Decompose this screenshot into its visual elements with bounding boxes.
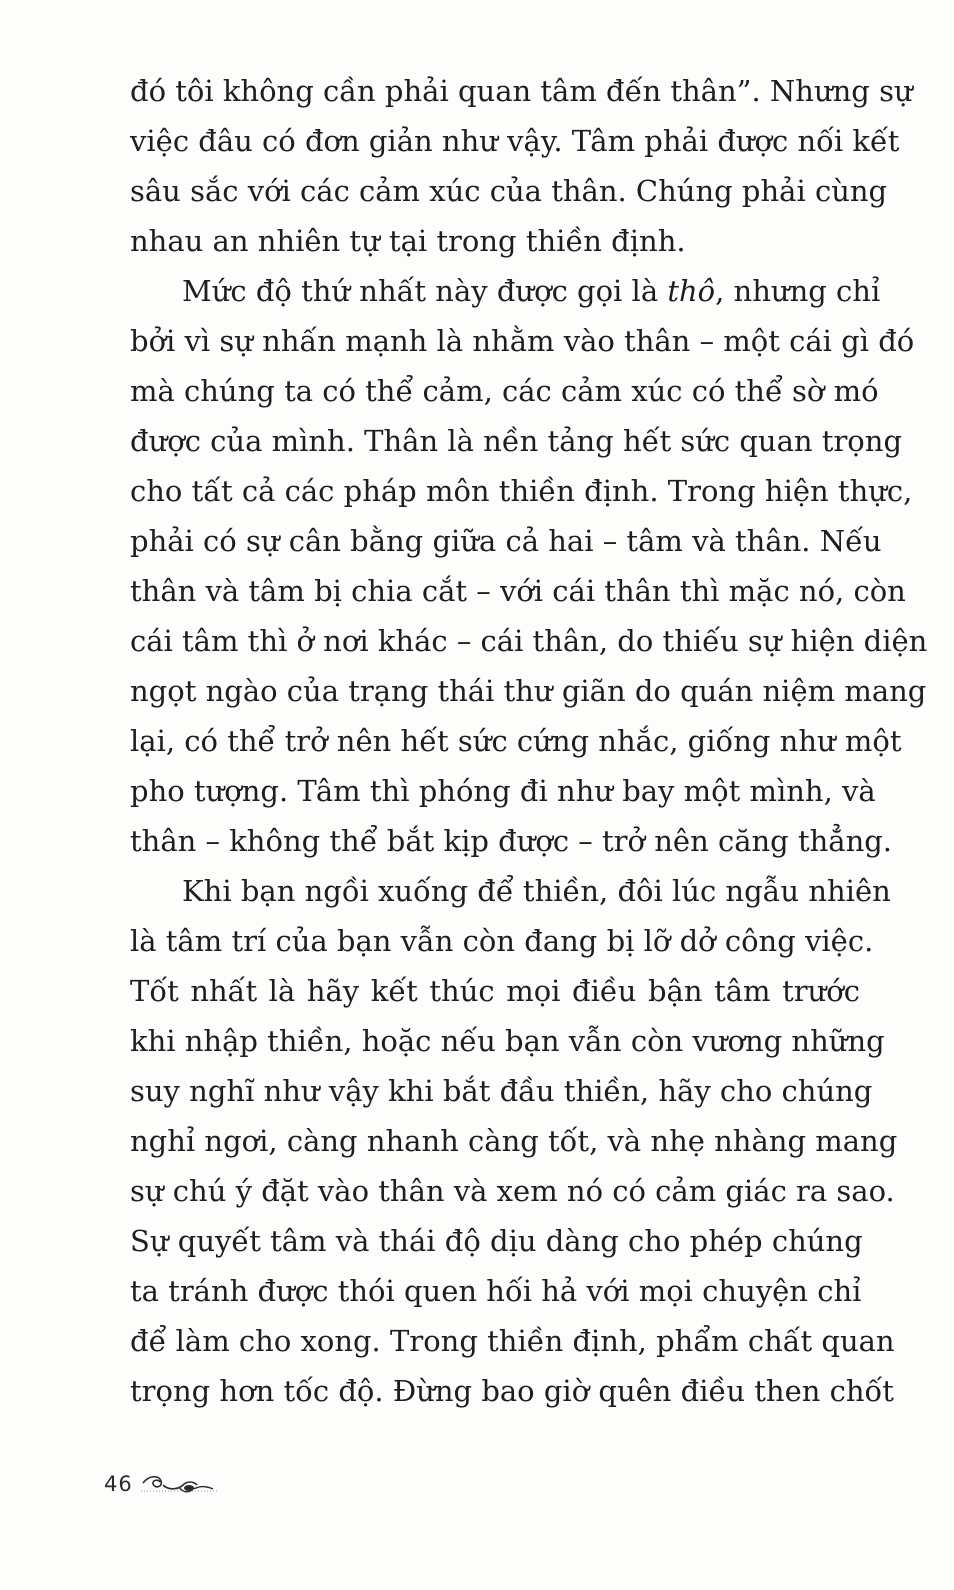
text-line: cho tất cả các pháp môn thiền định. Trong hiện thực, <box>130 474 913 508</box>
text-line: suy nghĩ như vậy khi bắt đầu thiền, hãy cho chúng <box>130 1074 873 1108</box>
text-line: pho tượng. Tâm thì phóng đi như bay một mình, và <box>130 774 876 808</box>
text-line: sâu sắc với các cảm xúc của thân. Chúng phải cùng <box>130 174 888 208</box>
text-line: thân – không thể bắt kịp được – trở nên căng thẳng. <box>130 824 893 858</box>
text-line: được của mình. Thân là nền tảng hết sức quan trọng <box>130 424 903 458</box>
text-line: ta tránh được thói quen hối hả với mọi chuyện chỉ <box>130 1274 862 1308</box>
text-line: nhau an nhiên tự tại trong thiền định. <box>130 224 686 258</box>
text-line: việc đâu có đơn giản như vậy. Tâm phải được nối kết <box>130 124 900 158</box>
paragraph <box>130 866 898 1416</box>
text-line: cái tâm thì ở nơi khác – cái thân, do thiếu sự hiện diện <box>130 624 928 658</box>
text-line: Tốt nhất là hãy kết thúc mọi điều bận tâm trước <box>130 974 860 1008</box>
text-line: lại, có thể trở nên hết sức cứng nhắc, giống như một <box>130 724 902 758</box>
text-line: thân và tâm bị chia cắt – với cái thân thì mặc nó, còn <box>130 574 906 608</box>
text-line: bởi vì sự nhấn mạnh là nhằm vào thân – một cái gì đó <box>130 324 915 358</box>
body-text <box>130 66 928 1416</box>
text-line: mà chúng ta có thể cảm, các cảm xúc có thể sờ mó <box>130 374 879 408</box>
paragraph <box>130 66 913 266</box>
text-line: Khi bạn ngồi xuống để thiền, đôi lúc ngẫu nhiên <box>182 874 891 908</box>
text-line: nghỉ ngơi, càng nhanh càng tốt, và nhẹ nhàng mang <box>130 1124 898 1158</box>
text-line: trọng hơn tốc độ. Đừng bao giờ quên điều then chốt <box>130 1374 894 1408</box>
text-line: là tâm trí của bạn vẫn còn đang bị lỡ dở công việc. <box>130 924 874 958</box>
swirl-ornament-icon <box>139 1469 219 1499</box>
text-line: để làm cho xong. Trong thiền định, phẩm chất quan <box>130 1324 895 1358</box>
text-line: ngọt ngào của trạng thái thư giãn do quán niệm mang <box>130 674 927 708</box>
text-line: Mức độ thứ nhất này được gọi là thô, nhưng chỉ <box>182 274 881 308</box>
page-footer <box>104 1464 219 1504</box>
text-line: Sự quyết tâm và thái độ dịu dàng cho phép chúng <box>130 1224 863 1258</box>
paragraph <box>130 266 928 866</box>
text-line: phải có sự cân bằng giữa cả hai – tâm và thân. Nếu <box>130 524 882 558</box>
text-line: đó tôi không cần phải quan tâm đến thân”. Nhưng sự <box>130 74 913 108</box>
text-line: khi nhập thiền, hoặc nếu bạn vẫn còn vương những <box>130 1024 885 1058</box>
page-number: 46 <box>104 1472 133 1496</box>
text-line: sự chú ý đặt vào thân và xem nó có cảm giác ra sao. <box>130 1174 895 1208</box>
